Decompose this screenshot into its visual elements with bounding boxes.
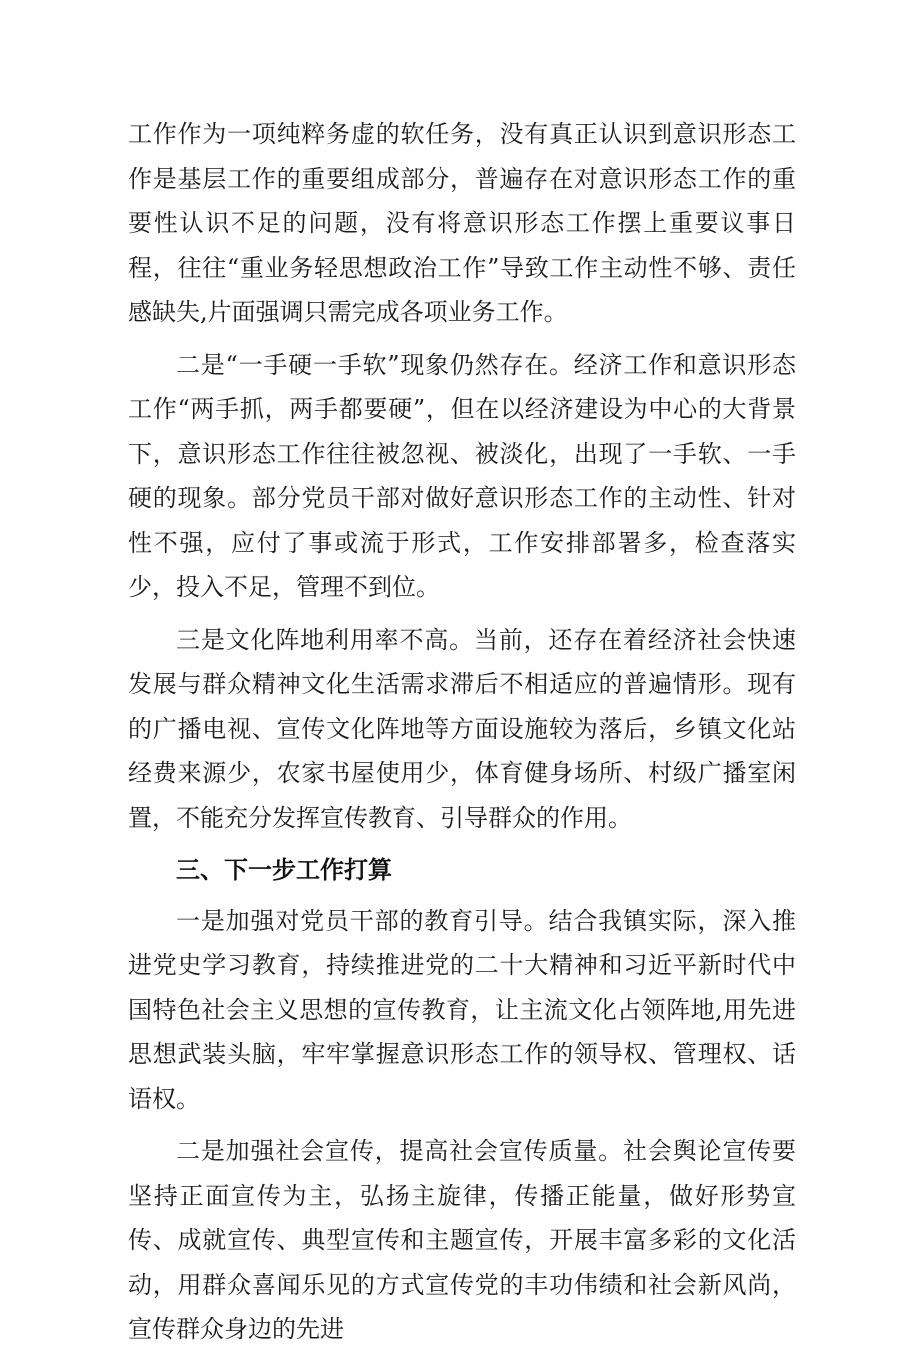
document-body [128, 112, 796, 1360]
section-heading: 三、下一步工作打算 [176, 856, 392, 884]
paragraph-plan-one: 一是加强对党员干部的教育引导。结合我镇实际，深入推进党史学习教育，持续推进党的二十大精神和习近平新时代中国特色社会主义思想的宣传教育，让主流文化占领阵地,用先进思想武装头脑，牢牢掌握意识形态工作的领导权、管理权、话语权。 [128, 906, 796, 1113]
paragraph-continued: 工作作为一项纯粹务虚的软任务，没有真正认识到意识形态工作是基层工作的重要组成部分，普遍存在对意识形态工作的重要性认识不足的问题，没有将意识形态工作摆上重要议事日程，往往“重业务轻思想政治工作”导致工作主动性不够、责任感缺失,片面强调只需完成各项业务工作。 [128, 120, 796, 326]
paragraph-point-two: 二是“一手硬一手软”现象仍然存在。经济工作和意识形态工作“两手抓，两手都要硬”，但在以经济建设为中心的大背景下，意识形态工作往往被忽视、被淡化，出现了一手软、一手硬的现象。部分党员干部对做好意识形态工作的主动性、针对性不强，应付了事或流于形式，工作安排部署多，检查落实少，投入不足，管理不到位。 [128, 350, 796, 601]
paragraph-plan-two: 二是加强社会宣传，提高社会宣传质量。社会舆论宣传要坚持正面宣传为主，弘扬主旋律，传播正能量，做好形势宣传、成就宣传、典型宣传和主题宣传，开展丰富多彩的文化活动，用群众喜闻乐见的方式宣传党的丰功伟绩和社会新风尚，宣传群众身边的先进 [128, 1137, 796, 1343]
paragraph-point-three: 三是文化阵地利用率不高。当前，还存在着经济社会快速发展与群众精神文化生活需求滞后不相适应的普遍情形。现有的广播电视、宣传文化阵地等方面设施较为落后，乡镇文化站经费来源少，农家书屋使用少，体育健身场所、村级广播室闲置，不能充分发挥宣传教育、引导群众的作用。 [128, 625, 796, 832]
